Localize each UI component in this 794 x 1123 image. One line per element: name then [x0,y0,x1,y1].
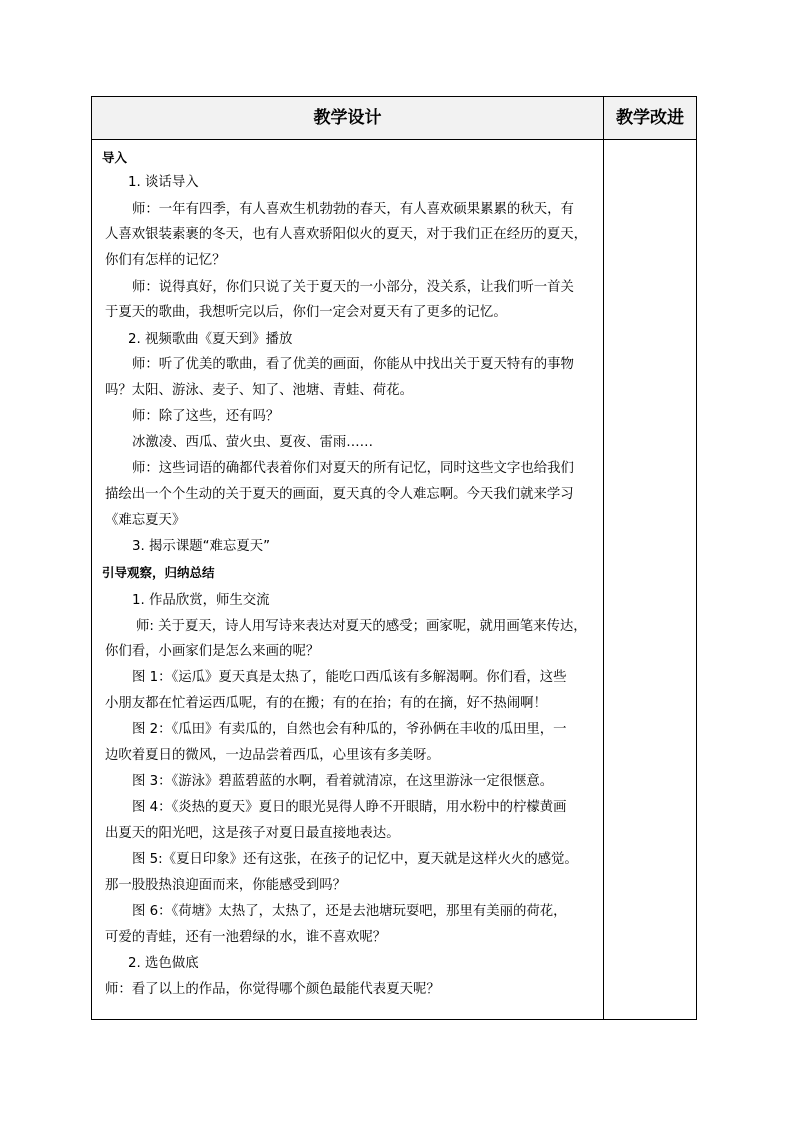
text-line: 小朋友都在忙着运西瓜呢，有的在搬；有的在抬；有的在摘，好不热闹啊！ [105,696,547,711]
text-line: 可爱的青蛙，还有一池碧绿的水，谁不喜欢呢？ [105,930,387,945]
text-line: 人喜欢银装素裹的冬天，也有人喜欢骄阳似火的夏天，对于我们正在经历的夏天， [105,227,588,242]
text-line: 师：看了以上的作品，你觉得哪个颜色最能代表夏天呢？ [105,982,440,997]
text-line: 图 4：《炎热的夏天》夏日的眼光晃得人睁不开眼睛，用水粉中的柠檬黄画 [132,800,567,815]
text-line: 师：听了优美的歌曲，看了优美的画面，你能从中找出关于夏天特有的事物 [132,357,574,372]
text-line: 图 6：《荷塘》太热了，太热了，还是去池塘玩耍吧，那里有美丽的荷花， [132,904,567,919]
text-line: 师：除了这些，还有吗？ [132,409,280,424]
text-line: 图 1：《运瓜》夏天真是太热了，能吃口西瓜该有多解渴啊。你们看，这些 [132,670,567,685]
text-line: 图 2：《瓜田》有卖瓜的，自然也会有种瓜的，爷孙俩在丰收的瓜田里，一 [132,722,567,737]
text-line: 1. 谈话导入 [128,175,199,190]
text-line: 图 3：《游泳》碧蓝碧蓝的水啊，看着就清凉，在这里游泳一定很惬意。 [132,774,554,789]
column-divider [603,97,604,1019]
text-line: 出夏天的阳光吧，这是孩子对夏日最直接地表达。 [105,826,400,841]
text-line: 师：一年有四季，有人喜欢生机勃勃的春天，有人喜欢硕果累累的秋天，有 [132,202,574,217]
text-line: 冰激凌、西瓜、萤火虫、夏夜、雷雨…… [132,435,374,450]
header-teaching-improvement: 教学改进 [616,108,684,128]
text-line: 师：说得真好，你们只说了关于夏天的一小部分，没关系，让我们听一首关 [132,280,574,295]
text-line: 3. 揭示课题“难忘夏天” [132,539,271,554]
text-line: 2. 选色做底 [128,956,199,971]
lesson-plan-table [91,96,697,1020]
text-line: 吗？太阳、游泳、麦子、知了、池塘、青蛙、荷花。 [105,383,413,398]
text-line: 师：这些词语的确都代表着你们对夏天的所有记忆，同时这些文字也给我们 [132,461,574,476]
text-line: 你们看，小画家们是怎么来画的呢？ [105,644,320,659]
text-line: 图 5:《夏日印象》还有这张，在孩子的记忆中，夏天就是这样火火的感觉。 [132,852,578,867]
section-heading: 引导观察，归纳总结 [102,565,215,580]
section-heading: 导入 [102,150,128,165]
text-line: 2. 视频歌曲《夏天到》播放 [128,332,293,347]
text-line: 于夏天的歌曲，我想听完以后，你们一定会对夏天有了更多的记忆。 [105,305,507,320]
text-line: 那一股股热浪迎面而来，你能感受到吗？ [105,878,347,893]
text-line: 《难忘夏天》 [105,513,186,528]
text-line: 你们有怎样的记忆？ [105,253,226,268]
text-line: 描绘出一个个生动的关于夏天的画面，夏天真的令人难忘啊。今天我们就来学习 [105,487,574,502]
text-line: 1. 作品欣赏，师生交流 [132,593,270,608]
table-header-row [92,97,696,140]
text-line: 师: 关于夏天，诗人用写诗来表达对夏天的感受；画家呢，就用画笔来传达， [136,619,587,634]
header-teaching-design: 教学设计 [313,108,382,128]
text-line: 边吹着夏日的微风，一边品尝着西瓜，心里该有多美呀。 [105,748,440,763]
